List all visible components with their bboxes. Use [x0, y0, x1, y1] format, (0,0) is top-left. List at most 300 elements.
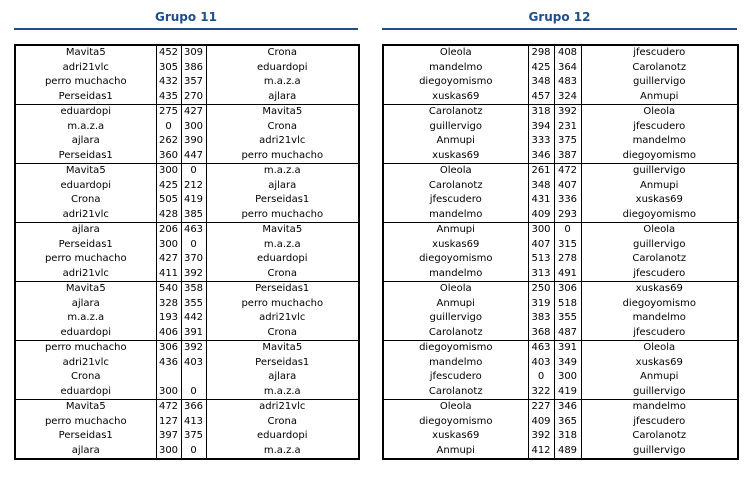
match-row [383, 429, 738, 444]
away-score: 392 [554, 105, 581, 120]
away-score: 366 [181, 400, 206, 415]
home-score: 394 [528, 120, 554, 135]
away-score: 419 [554, 385, 581, 400]
round-1 [383, 45, 738, 105]
match-row [383, 356, 738, 371]
match-row [15, 179, 359, 194]
away-score: 518 [554, 297, 581, 312]
home-player: perro muchacho [44, 76, 127, 88]
home-score: 250 [528, 282, 554, 297]
home-player: adri21vlc [62, 61, 109, 73]
match-row [15, 45, 359, 61]
home-score: 0 [528, 370, 554, 385]
home-score: 0 [156, 120, 181, 135]
away-player: Mavita5 [206, 105, 359, 120]
home-player: Crona [71, 194, 101, 206]
home-score: 322 [528, 385, 554, 400]
home-player: Mavita5 [65, 47, 106, 59]
away-score: 385 [181, 208, 206, 223]
away-player: jfescudero [633, 47, 686, 59]
match-row [15, 297, 359, 312]
away-player: m.a.z.a [263, 238, 301, 250]
home-score: 436 [156, 356, 181, 371]
match-row [383, 415, 738, 430]
home-score: 300 [156, 238, 181, 253]
home-score: 463 [528, 341, 554, 356]
home-score: 409 [528, 415, 554, 430]
home-player: Perseidas1 [58, 149, 113, 161]
away-score: 0 [181, 238, 206, 253]
away-score: 491 [554, 267, 581, 282]
match-row [383, 105, 738, 120]
home-player: adri21vlc [62, 356, 109, 368]
title-divider [14, 28, 358, 30]
home-player: mandelmo [429, 356, 483, 368]
away-player: diegoyomismo [622, 149, 696, 161]
home-score: 193 [156, 311, 181, 326]
away-player: m.a.z.a [263, 76, 301, 88]
away-score: 427 [181, 105, 206, 120]
home-score: 346 [528, 149, 554, 164]
match-row [15, 120, 359, 135]
away-score: 212 [181, 179, 206, 194]
match-row [15, 208, 359, 223]
match-row [383, 75, 738, 90]
home-score: 127 [156, 415, 181, 430]
home-player: ajlara [71, 297, 100, 309]
away-score: 346 [554, 400, 581, 415]
away-score: 0 [181, 444, 206, 460]
away-player: Crona [267, 120, 297, 132]
home-player: xuskas69 [432, 238, 480, 250]
away-score: 0 [181, 385, 206, 400]
away-score: 365 [554, 415, 581, 430]
home-player: diegoyomismo [419, 253, 493, 265]
home-score: 300 [528, 223, 554, 238]
match-row [383, 208, 738, 223]
home-player: Mavita5 [15, 282, 156, 297]
match-row [15, 75, 359, 90]
away-player: Oleola [581, 341, 738, 356]
match-row [15, 341, 359, 356]
away-player: Crona [267, 326, 297, 338]
away-player: eduardopi [257, 61, 308, 73]
away-player: xuskas69 [635, 194, 683, 206]
home-score: 383 [528, 311, 554, 326]
home-player: m.a.z.a [67, 312, 105, 324]
away-player: Carolanotz [632, 430, 687, 442]
away-score: 483 [554, 75, 581, 90]
away-player: Oleola [581, 223, 738, 238]
home-score: 262 [156, 134, 181, 149]
home-score: 318 [528, 105, 554, 120]
home-player: Oleola [383, 164, 528, 179]
home-score: 319 [528, 297, 554, 312]
match-row [15, 326, 359, 341]
away-player: Crona [267, 267, 297, 279]
home-score: 305 [156, 61, 181, 76]
away-player: guillervigo [633, 444, 686, 456]
home-score: 427 [156, 252, 181, 267]
match-row [15, 356, 359, 371]
away-score: 407 [554, 179, 581, 194]
match-row [383, 61, 738, 76]
match-row [383, 179, 738, 194]
away-player: jfescudero [633, 326, 686, 338]
home-player: Oleola [383, 400, 528, 415]
match-row [383, 149, 738, 164]
round-6 [15, 341, 359, 400]
home-player: Oleola [383, 282, 528, 297]
away-player: perro muchacho [241, 297, 324, 309]
match-row [383, 223, 738, 238]
home-score: 425 [156, 179, 181, 194]
home-player: ajlara [15, 223, 156, 238]
away-player: xuskas69 [635, 356, 683, 368]
home-player: diegoyomismo [419, 76, 493, 88]
home-player: Perseidas1 [58, 238, 113, 250]
away-player: Perseidas1 [255, 194, 310, 206]
match-row [383, 238, 738, 253]
away-score: 315 [554, 238, 581, 253]
away-player: Carolanotz [632, 61, 687, 73]
round-1 [15, 45, 359, 105]
match-row [15, 444, 359, 460]
away-player: guillervigo [633, 76, 686, 88]
home-score: 452 [156, 45, 181, 61]
match-row [15, 134, 359, 149]
away-score: 278 [554, 252, 581, 267]
round-7 [15, 400, 359, 460]
home-score: 513 [528, 252, 554, 267]
home-score: 300 [156, 444, 181, 460]
away-score: 358 [181, 282, 206, 297]
away-score: 336 [554, 193, 581, 208]
match-row [383, 326, 738, 341]
home-score: 261 [528, 164, 554, 179]
home-player: Carolanotz [428, 385, 483, 397]
home-score: 406 [156, 326, 181, 341]
away-player: mandelmo [581, 400, 738, 415]
away-player: adri21vlc [206, 400, 359, 415]
match-row [15, 400, 359, 415]
away-player: ajlara [268, 371, 297, 383]
home-player: guillervigo [429, 312, 482, 324]
away-player: guillervigo [633, 238, 686, 250]
home-player: xuskas69 [432, 430, 480, 442]
match-row [383, 297, 738, 312]
round-4 [383, 223, 738, 282]
match-row [15, 385, 359, 400]
home-player: mandelmo [429, 267, 483, 279]
home-player: Carolanotz [428, 326, 483, 338]
home-score: 432 [156, 75, 181, 90]
home-score: 333 [528, 134, 554, 149]
away-player: jfescudero [633, 415, 686, 427]
home-player: Perseidas1 [58, 90, 113, 102]
match-row [15, 238, 359, 253]
home-player: perro muchacho [44, 415, 127, 427]
round-6 [383, 341, 738, 400]
home-player: xuskas69 [432, 149, 480, 161]
away-score: 355 [181, 297, 206, 312]
away-player: perro muchacho [241, 149, 324, 161]
home-score [156, 370, 181, 385]
home-player: perro muchacho [44, 253, 127, 265]
away-score: 300 [554, 370, 581, 385]
home-player: adri21vlc [62, 267, 109, 279]
home-score: 313 [528, 267, 554, 282]
match-row [383, 311, 738, 326]
home-player: eduardopi [60, 385, 111, 397]
away-score: 408 [554, 45, 581, 61]
away-player: adri21vlc [259, 312, 306, 324]
away-score: 0 [554, 223, 581, 238]
match-row [15, 282, 359, 297]
home-score: 328 [156, 297, 181, 312]
home-player: Anmupi [436, 444, 475, 456]
home-score: 431 [528, 193, 554, 208]
home-score: 540 [156, 282, 181, 297]
match-row [383, 267, 738, 282]
match-row [15, 429, 359, 444]
home-score: 348 [528, 179, 554, 194]
home-player: diegoyomismo [383, 341, 528, 356]
home-player: ajlara [71, 444, 100, 456]
away-score: 413 [181, 415, 206, 430]
away-score [181, 370, 206, 385]
match-row [383, 45, 738, 61]
match-row [15, 311, 359, 326]
match-row [15, 90, 359, 105]
away-score: 375 [181, 429, 206, 444]
match-row [15, 370, 359, 385]
home-player: jfescudero [429, 194, 482, 206]
away-player: m.a.z.a [263, 444, 301, 456]
away-score: 463 [181, 223, 206, 238]
away-score: 364 [554, 61, 581, 76]
home-score: 409 [528, 208, 554, 223]
home-player: Oleola [439, 47, 472, 59]
home-player: Carolanotz [428, 179, 483, 191]
home-score: 397 [156, 429, 181, 444]
away-player: guillervigo [633, 385, 686, 397]
away-score: 489 [554, 444, 581, 460]
away-player: mandelmo [632, 312, 686, 324]
away-score: 324 [554, 90, 581, 105]
away-score: 357 [181, 75, 206, 90]
round-7 [383, 400, 738, 460]
away-player: Crona [267, 47, 297, 59]
away-score: 0 [181, 164, 206, 179]
away-player: Oleola [581, 105, 738, 120]
home-player: mandelmo [429, 208, 483, 220]
away-player: diegoyomismo [622, 297, 696, 309]
away-player: ajlara [268, 90, 297, 102]
away-player: eduardopi [257, 430, 308, 442]
match-row [383, 193, 738, 208]
home-score: 348 [528, 75, 554, 90]
away-player: jfescudero [633, 120, 686, 132]
away-player: perro muchacho [241, 208, 324, 220]
away-score: 442 [181, 311, 206, 326]
away-player: Anmupi [640, 371, 679, 383]
home-score: 306 [156, 341, 181, 356]
match-row [383, 370, 738, 385]
group-title: Grupo 11 [154, 10, 218, 24]
away-score: 370 [181, 252, 206, 267]
group-title: Grupo 12 [528, 10, 591, 24]
away-score: 318 [554, 429, 581, 444]
home-player: Mavita5 [15, 164, 156, 179]
home-score: 227 [528, 400, 554, 415]
away-player: diegoyomismo [622, 208, 696, 220]
match-row [15, 61, 359, 76]
away-player: Crona [267, 415, 297, 427]
away-score: 270 [181, 90, 206, 105]
home-player: Anmupi [436, 297, 475, 309]
away-player: m.a.z.a [206, 164, 359, 179]
home-player: guillervigo [429, 120, 482, 132]
home-player: perro muchacho [15, 341, 156, 356]
home-player: Anmupi [383, 223, 528, 238]
away-player: adri21vlc [259, 135, 306, 147]
away-player: Anmupi [640, 90, 679, 102]
round-4 [15, 223, 359, 282]
home-player: diegoyomismo [419, 415, 493, 427]
home-score: 403 [528, 356, 554, 371]
home-score: 368 [528, 326, 554, 341]
away-player: ajlara [268, 179, 297, 191]
away-score: 472 [554, 164, 581, 179]
results-table [382, 44, 739, 460]
away-score: 375 [554, 134, 581, 149]
home-score: 472 [156, 400, 181, 415]
away-player: Perseidas1 [206, 282, 359, 297]
match-row [383, 252, 738, 267]
away-player: mandelmo [632, 135, 686, 147]
match-row [15, 164, 359, 179]
away-score: 390 [181, 134, 206, 149]
home-score: 360 [156, 149, 181, 164]
away-player: jfescudero [633, 267, 686, 279]
match-row [15, 267, 359, 282]
round-2 [15, 105, 359, 164]
away-score: 392 [181, 341, 206, 356]
home-score: 428 [156, 208, 181, 223]
away-score: 447 [181, 149, 206, 164]
home-player: eduardopi [60, 179, 111, 191]
away-score: 231 [554, 120, 581, 135]
home-score: 275 [156, 105, 181, 120]
match-row [15, 149, 359, 164]
round-5 [383, 282, 738, 341]
away-score: 403 [181, 356, 206, 371]
match-row [383, 134, 738, 149]
away-player: guillervigo [581, 164, 738, 179]
home-score: 457 [528, 90, 554, 105]
home-player: Carolanotz [383, 105, 528, 120]
home-player: m.a.z.a [67, 120, 105, 132]
home-score: 206 [156, 223, 181, 238]
away-player: eduardopi [257, 253, 308, 265]
away-score: 355 [554, 311, 581, 326]
match-row [383, 120, 738, 135]
match-row [383, 90, 738, 105]
home-score: 412 [528, 444, 554, 460]
away-score: 349 [554, 356, 581, 371]
home-score: 411 [156, 267, 181, 282]
away-player: Perseidas1 [255, 356, 310, 368]
home-player: adri21vlc [62, 208, 109, 220]
away-score: 300 [181, 120, 206, 135]
home-score: 435 [156, 90, 181, 105]
away-score: 306 [554, 282, 581, 297]
match-row [15, 193, 359, 208]
home-player: eduardopi [15, 105, 156, 120]
away-score: 293 [554, 208, 581, 223]
match-row [383, 400, 738, 415]
match-row [15, 223, 359, 238]
away-player: Anmupi [640, 179, 679, 191]
away-player: Mavita5 [206, 223, 359, 238]
away-player: Carolanotz [632, 253, 687, 265]
away-score: 309 [181, 45, 206, 61]
match-row [383, 341, 738, 356]
match-row [15, 252, 359, 267]
away-score: 391 [181, 326, 206, 341]
home-score: 392 [528, 429, 554, 444]
match-row [15, 415, 359, 430]
away-score: 391 [554, 341, 581, 356]
home-score: 505 [156, 193, 181, 208]
home-score: 300 [156, 385, 181, 400]
title-divider [382, 28, 737, 30]
match-row [383, 385, 738, 400]
match-row [383, 164, 738, 179]
away-player: Mavita5 [206, 341, 359, 356]
home-player: mandelmo [429, 61, 483, 73]
home-player: jfescudero [429, 371, 482, 383]
match-row [15, 105, 359, 120]
home-player: ajlara [71, 135, 100, 147]
home-player: Crona [71, 371, 101, 383]
round-3 [383, 164, 738, 223]
home-player: xuskas69 [432, 90, 480, 102]
home-score: 300 [156, 164, 181, 179]
away-score: 487 [554, 326, 581, 341]
home-score: 298 [528, 45, 554, 61]
away-player: m.a.z.a [263, 385, 301, 397]
away-score: 386 [181, 61, 206, 76]
round-2 [383, 105, 738, 164]
home-player: Mavita5 [15, 400, 156, 415]
home-player: eduardopi [60, 326, 111, 338]
away-player: xuskas69 [581, 282, 738, 297]
round-3 [15, 164, 359, 223]
match-row [383, 282, 738, 297]
match-row [383, 444, 738, 460]
away-score: 392 [181, 267, 206, 282]
results-table [14, 44, 360, 460]
round-5 [15, 282, 359, 341]
home-player: Anmupi [436, 135, 475, 147]
home-score: 407 [528, 238, 554, 253]
home-player: Perseidas1 [58, 430, 113, 442]
home-score: 425 [528, 61, 554, 76]
away-score: 419 [181, 193, 206, 208]
away-score: 387 [554, 149, 581, 164]
